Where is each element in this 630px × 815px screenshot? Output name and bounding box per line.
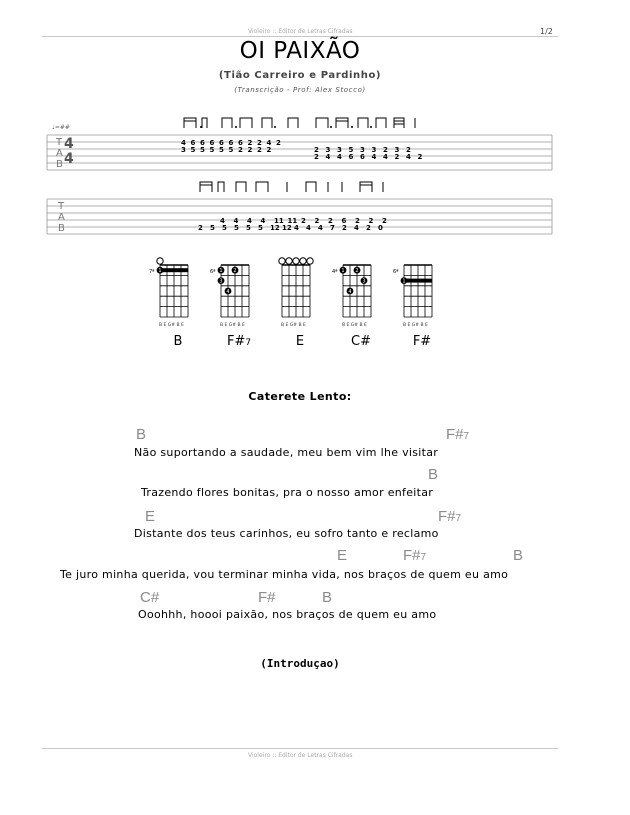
fret-number: 3 <box>394 146 400 154</box>
fret-number: 5 <box>222 224 227 232</box>
fret-number: 6 <box>228 139 234 147</box>
lyric-chord: E <box>145 508 156 525</box>
staff-1-lines <box>47 135 552 170</box>
string-names: B E G# B E <box>281 323 306 328</box>
fret-number: 2 <box>238 146 243 154</box>
lyric-chord: C# <box>140 589 160 606</box>
string-names: B E G# B E <box>403 323 428 328</box>
fret-number: 2 <box>276 139 281 147</box>
fret-number: 5 <box>209 146 215 154</box>
chord-name-b: B <box>173 334 183 349</box>
section-title: Caterete Lento: <box>248 390 352 403</box>
lyric-chord: B <box>136 426 147 443</box>
svg-text:4: 4 <box>226 289 230 295</box>
staff-2-lines <box>47 199 552 234</box>
chord-name-c-sharp: C# <box>351 334 371 349</box>
fret-number: 6 <box>209 139 215 147</box>
fret-number: 5 <box>258 224 263 232</box>
fret-number: 2 <box>301 217 306 225</box>
chord-fret-label: 6ª <box>210 269 216 275</box>
chord-name-f-sharp: F# <box>412 334 432 349</box>
chord-diagrams <box>140 255 460 335</box>
footer-app-name: Violeiro :: Editor de Letras Cifradas <box>248 752 353 759</box>
time-signature-bottom: 4 <box>64 151 74 167</box>
page-number: 1/2 <box>540 27 553 36</box>
svg-text:4: 4 <box>348 289 352 295</box>
outro-instruction: (Introduçao) <box>260 657 340 670</box>
fret-number: 7 <box>330 224 335 232</box>
fret-number: 11 <box>274 217 284 225</box>
fret-number: 11 <box>287 217 298 225</box>
fret-number: 5 <box>210 224 215 232</box>
fret-number: 4 <box>337 153 342 161</box>
fret-number: 2 <box>314 153 319 161</box>
svg-text:1: 1 <box>219 268 223 275</box>
fret-number: 4 <box>181 139 186 147</box>
fret-number: 2 <box>328 217 333 225</box>
chord-diagram <box>393 265 432 328</box>
fret-number: 3 <box>337 146 342 154</box>
fret-number: 6 <box>200 139 205 147</box>
footer-divider <box>42 748 558 749</box>
fret-number: 2 <box>417 153 423 161</box>
tab-label-t: T <box>56 137 63 148</box>
song-artist: (Tião Carreiro e Pardinho) <box>218 70 382 81</box>
lyric-chord: F#7 <box>403 547 427 564</box>
chord-name-e: E <box>295 334 305 349</box>
fret-number: 2 <box>382 217 387 225</box>
fret-number: 5 <box>219 146 224 154</box>
tempo-mark: ♩=## <box>52 124 70 131</box>
fret-number: 6 <box>190 139 196 147</box>
fret-number: 2 <box>198 224 203 232</box>
lyric-line: Trazendo flores bonitas, pra o nosso amor enfeitar <box>141 486 434 499</box>
fret-number: 2 <box>366 224 371 232</box>
fret-number: 4 <box>233 217 239 225</box>
rhythm-dots-1 <box>200 126 372 128</box>
fret-number: 2 <box>257 139 262 147</box>
header-app-name: Violeiro :: Editor de Letras Cifradas <box>248 28 353 35</box>
fret-number: 2 <box>355 217 360 225</box>
song-title: OI PAIXÃO <box>239 38 361 64</box>
svg-text:2: 2 <box>233 268 237 275</box>
fret-number: 4 <box>325 153 331 161</box>
svg-text:3: 3 <box>219 278 223 285</box>
fret-number: 6 <box>238 139 243 147</box>
chord-name-f-sharp-7: F#7 <box>226 334 252 349</box>
fret-number: 3 <box>371 146 377 154</box>
svg-text:2: 2 <box>355 268 359 275</box>
fret-number: 4 <box>383 153 388 161</box>
chord-diagram <box>332 265 371 328</box>
fret-number: 4 <box>266 139 272 147</box>
lyric-chord: F#7 <box>438 508 462 525</box>
tablature <box>0 108 630 243</box>
fret-number: 12 <box>270 224 280 232</box>
fret-number: 3 <box>181 146 186 154</box>
fret-number: 2 <box>257 146 262 154</box>
tab-label-b: B <box>56 159 63 170</box>
fret-number: 4 <box>220 217 225 225</box>
fret-number: 2 <box>406 146 411 154</box>
lyric-line: Ooohhh, hoooi paixão, nos braços de quem eu amo <box>138 608 437 621</box>
lyric-line: Te juro minha querida, vou terminar minha vida, nos braços de quem eu amo <box>60 568 509 581</box>
fret-number: 4 <box>306 224 311 232</box>
staff-2-fret-numbers <box>198 217 387 232</box>
chord-diagram <box>210 265 249 328</box>
lyric-line: Distante dos teus carinhos, eu sofro tanto e reclamo <box>134 527 439 540</box>
svg-text:3: 3 <box>362 278 366 285</box>
chord-diagram <box>149 258 188 328</box>
svg-text:1: 1 <box>158 268 162 275</box>
fret-number: 6 <box>341 217 347 225</box>
string-names: B E G# B E <box>342 323 367 328</box>
fret-number: 5 <box>234 224 239 232</box>
tab-label-a: A <box>56 148 63 159</box>
fret-number: 2 <box>342 224 347 232</box>
fret-number: 2 <box>247 139 253 147</box>
chord-fret-label: 4ª <box>332 269 338 275</box>
fret-number: 2 <box>266 146 272 154</box>
fret-number: 6 <box>348 153 354 161</box>
fret-number: 2 <box>394 153 400 161</box>
lyric-chord: B <box>322 589 333 606</box>
fret-number: 4 <box>247 217 252 225</box>
fret-number: 2 <box>368 217 374 225</box>
chord-diagram <box>279 258 313 328</box>
tab-label-a-2: A <box>58 212 65 223</box>
lyric-line: Não suportando a saudade, meu bem vim lhe visitar <box>134 446 439 459</box>
rhythm-notation-2 <box>200 182 383 192</box>
svg-text:1: 1 <box>402 278 406 285</box>
fret-number: 5 <box>246 224 251 232</box>
lyric-chord: E <box>337 547 348 564</box>
fret-number: 4 <box>260 217 266 225</box>
svg-text:1: 1 <box>341 268 345 275</box>
song-transcription: (Transcrição - Prof: Alex Stocco) <box>234 86 366 94</box>
fret-number: 4 <box>294 224 299 232</box>
string-names: B E G# B E <box>220 323 245 328</box>
lyric-chord: F#7 <box>446 426 470 443</box>
fret-number: 12 <box>282 224 292 232</box>
fret-number: 5 <box>190 146 196 154</box>
chord-fret-label: 6ª <box>393 269 399 275</box>
fret-number: 3 <box>360 146 365 154</box>
header-divider <box>42 36 558 37</box>
fret-number: 5 <box>348 146 354 154</box>
lyric-chord: F# <box>258 589 276 606</box>
fret-number: 4 <box>371 153 377 161</box>
fret-number: 4 <box>318 224 323 232</box>
fret-number: 5 <box>228 146 234 154</box>
rhythm-notation-1 <box>184 118 415 128</box>
time-signature-top: 4 <box>64 136 74 152</box>
tab-label-b-2: B <box>58 223 65 234</box>
fret-number: 2 <box>383 146 388 154</box>
tab-label-t-2: T <box>58 201 65 212</box>
fret-number: 2 <box>247 146 253 154</box>
chord-fret-label: 7ª <box>149 269 155 275</box>
fret-number: 5 <box>200 146 205 154</box>
fret-number: 6 <box>360 153 365 161</box>
lyric-chord: B <box>428 466 439 483</box>
fret-number: 4 <box>406 153 411 161</box>
fret-number: 4 <box>354 224 359 232</box>
string-names: B E G# B E <box>159 323 184 328</box>
fret-number: 6 <box>219 139 224 147</box>
fret-number: 3 <box>325 146 331 154</box>
fret-number: 2 <box>314 217 320 225</box>
fret-number: 2 <box>314 146 319 154</box>
fret-number: 0 <box>378 224 383 232</box>
lyric-chord: B <box>513 547 524 564</box>
